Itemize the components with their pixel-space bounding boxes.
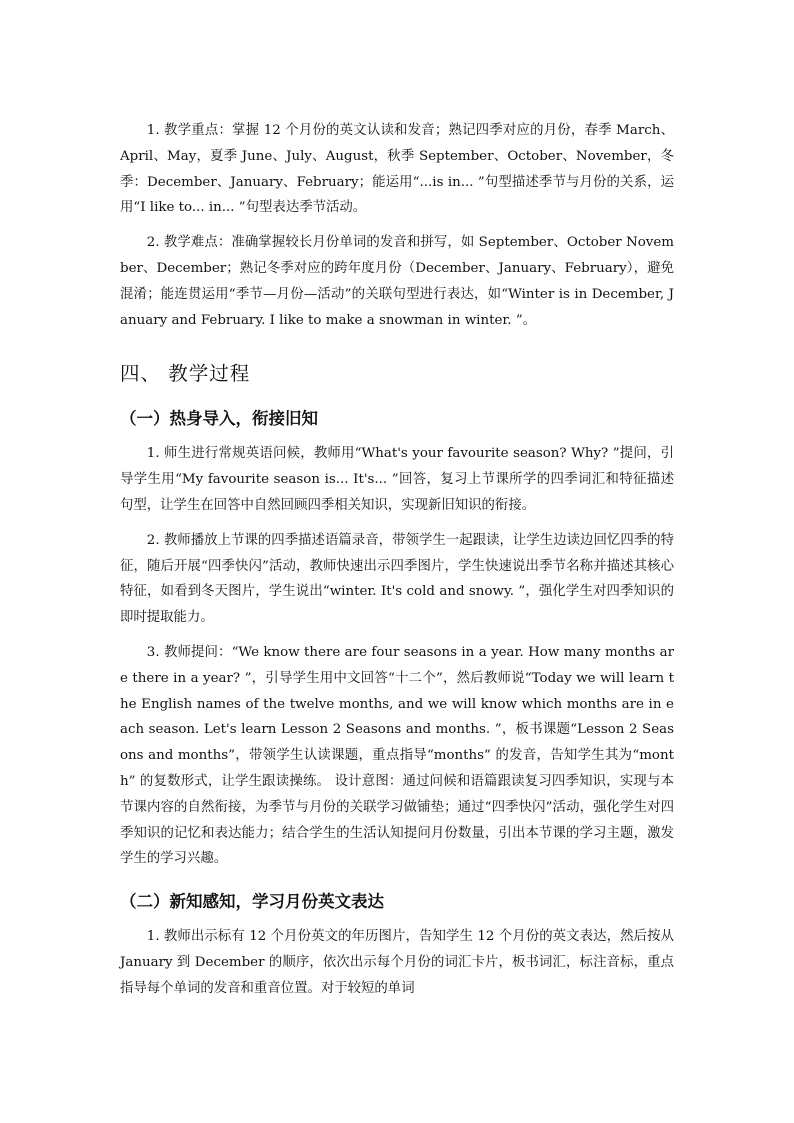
subsection-heading-new-knowledge: （二）新知感知，学习月份英文表达 (120, 892, 384, 912)
subsection-heading-warm-up: （一）热身导入，衔接旧知 (120, 409, 318, 429)
new-knowledge-paragraph-1: 1. 教师出示标有 12 个月份英文的年历图片，告知学生 12 个月份的英文表达，然后按从 January 到 December 的顺序，依次出示每个月份的词汇卡片，板书词汇，标注音标，重点指导每个单词的发音和重音位置。对于较短的单词 (120, 929, 674, 996)
section-title-teaching-process: 四、 教学过程 (120, 362, 251, 386)
teaching-focus-paragraph: 1. 教学重点：掌握 12 个月份的英文认读和发音；熟记四季对应的月份，春季 March、April、May，夏季 June、July、August，秋季 September、October、November，冬季：December、January、February；能运用“...is in... ”句型描述季节与月份的关系，运用“I like to... in... ”句型表达季节活动。 (120, 123, 674, 216)
teaching-difficulty-paragraph: 2. 教学难点：准确掌握较长月份单词的发音和拼写，如 September、October November、December；熟记冬季对应的跨年度月份（December、January、February），避免混淆；能连贯运用“季节—月份—活动”的关联句型进行表达，如“Winter is in December, January and February. I like to make a snowman in winter. ”。 (120, 235, 674, 328)
document-page (120, 118, 674, 1002)
warm-up-paragraph-1: 1. 师生进行常规英语问候，教师用“What's your favourite season? Why? ”提问，引导学生用“My favourite season is... It's... ”回答，复习上节课所学的四季词汇和特征描述句型，让学生在回答中自然回顾四季相关知识，实现新旧知识的衔接。 (120, 446, 674, 513)
warm-up-paragraph-2: 2. 教师播放上节课的四季描述语篇录音，带领学生一起跟读，让学生边读边回忆四季的特征，随后开展“四季快闪”活动，教师快速出示四季图片，学生快速说出季节名称并描述其核心特征，如看到冬天图片，学生说出“winter. It's cold and snowy. ”，强化学生对四季知识的即时提取能力。 (120, 532, 674, 626)
warm-up-paragraph-3: 3. 教师提问：“We know there are four seasons in a year. How many months are there in a year? ”，引导学生用中文回答“十二个”，然后教师说“Today we will learn the English names of the twelve months, and we will know which months are in each season. Let's learn Lesson 2 Seasons and months. ”，板书课题“Lesson 2 Seasons and months”，带领学生认读课题，重点指导“months” 的发音，告知学生其为“month” 的复数形式，让学生跟读操练。 设计意图：通过问候和语篇跟读复习四季知识，实现与本节课内容的自然衔接，为季节与月份的关联学习做铺垫；通过“四季快闪”活动，强化学生对四季知识的记忆和表达能力；结合学生的生活认知提问月份数量，引出本节课的学习主题，激发学生的学习兴趣。 (120, 644, 674, 867)
